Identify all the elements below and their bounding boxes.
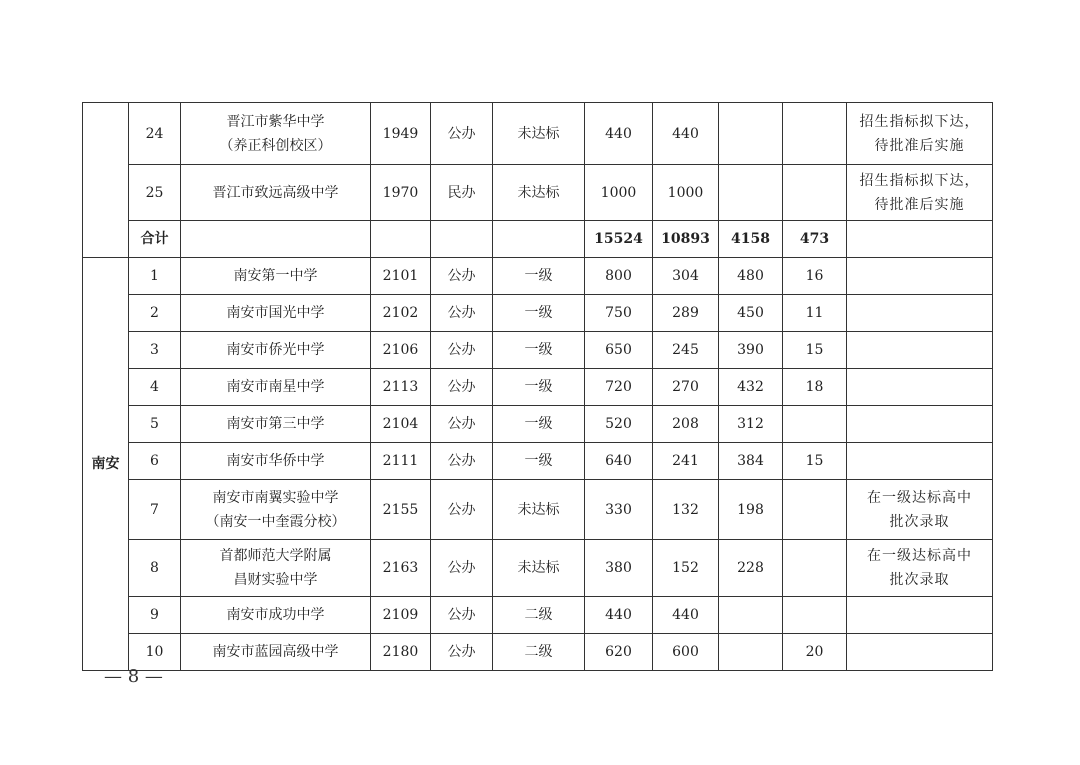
quota-col3: 16: [783, 258, 847, 295]
quota-col1: 1000: [653, 165, 719, 221]
enrollment-table: [82, 102, 993, 671]
quota-col2: [719, 103, 783, 165]
quota-col2: 198: [719, 480, 783, 540]
table-row: [83, 258, 993, 295]
total-col3: 473: [783, 221, 847, 258]
school-name: [181, 165, 371, 221]
note: [847, 443, 993, 480]
quota-col2: 312: [719, 406, 783, 443]
note-line: 批次录取: [889, 513, 950, 530]
table-row: [83, 540, 993, 597]
school-level: 未达标: [493, 540, 585, 597]
note-line: 在一级达标高中: [867, 489, 972, 506]
quota-col3: [783, 540, 847, 597]
quota-total: 620: [585, 634, 653, 671]
row-number: 6: [129, 443, 181, 480]
quota-col2: 480: [719, 258, 783, 295]
row-number: 9: [129, 597, 181, 634]
note: [847, 406, 993, 443]
note: [847, 332, 993, 369]
row-number: 8: [129, 540, 181, 597]
note-line: 招生指标拟下达，: [859, 172, 980, 189]
school-code: 2113: [371, 369, 431, 406]
note: [847, 369, 993, 406]
quota-col1: 208: [653, 406, 719, 443]
school-type: 公办: [431, 540, 493, 597]
school-type: 公办: [431, 258, 493, 295]
school-type: 公办: [431, 634, 493, 671]
school-name-line: 南安市蓝园高级中学: [212, 644, 339, 660]
quota-col1: 440: [653, 103, 719, 165]
row-number: 25: [129, 165, 181, 221]
row-number: 10: [129, 634, 181, 671]
table-row: [83, 443, 993, 480]
school-name: [181, 103, 371, 165]
note: [847, 597, 993, 634]
quota-col3: [783, 597, 847, 634]
quota-col1: 270: [653, 369, 719, 406]
row-number: 1: [129, 258, 181, 295]
quota-total: 1000: [585, 165, 653, 221]
school-name: [181, 540, 371, 597]
school-name-line: 南安市华侨中学: [226, 453, 325, 469]
school-name-line: 晋江市紫华中学: [226, 113, 325, 130]
school-type: 民办: [431, 165, 493, 221]
note-line: 招生指标拟下达，: [859, 113, 980, 130]
school-name: [181, 480, 371, 540]
quota-col2: 390: [719, 332, 783, 369]
school-name-line: （南安一中奎霞分校）: [205, 513, 346, 530]
school-code: 2109: [371, 597, 431, 634]
quota-total: 440: [585, 103, 653, 165]
note-line: 批次录取: [889, 572, 950, 588]
row-number: 24: [129, 103, 181, 165]
school-level: 一级: [493, 406, 585, 443]
school-name-line: 昌财实验中学: [233, 572, 318, 588]
school-code: 2104: [371, 406, 431, 443]
row-number: 7: [129, 480, 181, 540]
school-type: 公办: [431, 406, 493, 443]
quota-col1: 152: [653, 540, 719, 597]
total-blank: [371, 221, 431, 258]
school-type: 公办: [431, 597, 493, 634]
total-col2: 4158: [719, 221, 783, 258]
note: [847, 480, 993, 540]
quota-col2: 384: [719, 443, 783, 480]
quota-total: 380: [585, 540, 653, 597]
school-level: 未达标: [493, 165, 585, 221]
note: [847, 165, 993, 221]
quota-total: 720: [585, 369, 653, 406]
school-name: [181, 634, 371, 671]
quota-col1: 600: [653, 634, 719, 671]
school-level: 未达标: [493, 103, 585, 165]
school-name-line: 南安市国光中学: [226, 305, 325, 321]
quota-col1: 440: [653, 597, 719, 634]
note: [847, 540, 993, 597]
note-line: 在一级达标高中: [867, 548, 972, 564]
quota-col2: 228: [719, 540, 783, 597]
school-name-line: 首都师范大学附属: [219, 548, 332, 564]
region-cell: 南安: [83, 258, 129, 671]
school-code: 2155: [371, 480, 431, 540]
region-cell-prev: [83, 103, 129, 258]
quota-col3: 15: [783, 443, 847, 480]
quota-col3: 11: [783, 295, 847, 332]
school-level: 一级: [493, 332, 585, 369]
school-name: [181, 443, 371, 480]
quota-col3: [783, 406, 847, 443]
total-row: [83, 221, 993, 258]
quota-total: 650: [585, 332, 653, 369]
total-blank: [181, 221, 371, 258]
quota-col1: 241: [653, 443, 719, 480]
table-row: [83, 165, 993, 221]
school-type: 公办: [431, 103, 493, 165]
quota-total: 520: [585, 406, 653, 443]
quota-col2: 432: [719, 369, 783, 406]
school-code: 1970: [371, 165, 431, 221]
school-name: [181, 406, 371, 443]
school-name-line: 晋江市致远高级中学: [212, 184, 339, 201]
row-number: 3: [129, 332, 181, 369]
school-level: 二级: [493, 597, 585, 634]
note-line: 待批准后实施: [874, 196, 965, 213]
school-name: [181, 332, 371, 369]
school-type: 公办: [431, 443, 493, 480]
school-name: [181, 295, 371, 332]
quota-col1: 304: [653, 258, 719, 295]
note: [847, 634, 993, 671]
school-name: [181, 597, 371, 634]
table-row: [83, 634, 993, 671]
table-row: [83, 597, 993, 634]
total-sum: 15524: [585, 221, 653, 258]
quota-col2: 450: [719, 295, 783, 332]
quota-col3: [783, 103, 847, 165]
note-line: 待批准后实施: [874, 137, 965, 154]
school-name: [181, 369, 371, 406]
school-code: 2180: [371, 634, 431, 671]
table-body: [83, 103, 993, 671]
row-number: 2: [129, 295, 181, 332]
total-note: [847, 221, 993, 258]
quota-col1: 289: [653, 295, 719, 332]
page-number: — 8 —: [104, 666, 163, 687]
school-code: 2102: [371, 295, 431, 332]
quota-col2: [719, 634, 783, 671]
school-level: 未达标: [493, 480, 585, 540]
quota-col3: 18: [783, 369, 847, 406]
quota-total: 800: [585, 258, 653, 295]
quota-col3: [783, 165, 847, 221]
school-name-line: 南安市第三中学: [226, 416, 325, 432]
school-code: 2163: [371, 540, 431, 597]
quota-col3: [783, 480, 847, 540]
quota-total: 440: [585, 597, 653, 634]
total-label: 合计: [129, 221, 181, 258]
school-code: 1949: [371, 103, 431, 165]
school-type: 公办: [431, 332, 493, 369]
quota-col3: 20: [783, 634, 847, 671]
school-code: 2101: [371, 258, 431, 295]
total-col1: 10893: [653, 221, 719, 258]
quota-total: 330: [585, 480, 653, 540]
quota-col2: [719, 597, 783, 634]
total-blank: [431, 221, 493, 258]
table-row: [83, 480, 993, 540]
quota-col3: 15: [783, 332, 847, 369]
quota-col2: [719, 165, 783, 221]
school-level: 一级: [493, 295, 585, 332]
school-type: 公办: [431, 480, 493, 540]
note: [847, 258, 993, 295]
school-name-line: （养正科创校区）: [219, 137, 332, 154]
table-row: [83, 406, 993, 443]
school-level: 二级: [493, 634, 585, 671]
school-name-line: 南安市侨光中学: [226, 342, 325, 358]
table-row: [83, 103, 993, 165]
school-type: 公办: [431, 369, 493, 406]
school-name: [181, 258, 371, 295]
row-number: 5: [129, 406, 181, 443]
quota-total: 750: [585, 295, 653, 332]
school-level: 一级: [493, 369, 585, 406]
note: [847, 103, 993, 165]
quota-col1: 132: [653, 480, 719, 540]
quota-col1: 245: [653, 332, 719, 369]
school-code: 2111: [371, 443, 431, 480]
row-number: 4: [129, 369, 181, 406]
table-row: [83, 295, 993, 332]
school-name-line: 南安市南星中学: [226, 379, 325, 395]
table-row: [83, 332, 993, 369]
school-code: 2106: [371, 332, 431, 369]
table-row: [83, 369, 993, 406]
school-name-line: 南安第一中学: [233, 268, 318, 284]
school-name-line: 南安市南翼实验中学: [212, 489, 339, 506]
quota-total: 640: [585, 443, 653, 480]
school-type: 公办: [431, 295, 493, 332]
school-name-line: 南安市成功中学: [226, 607, 325, 623]
school-level: 一级: [493, 443, 585, 480]
school-level: 一级: [493, 258, 585, 295]
total-blank: [493, 221, 585, 258]
note: [847, 295, 993, 332]
